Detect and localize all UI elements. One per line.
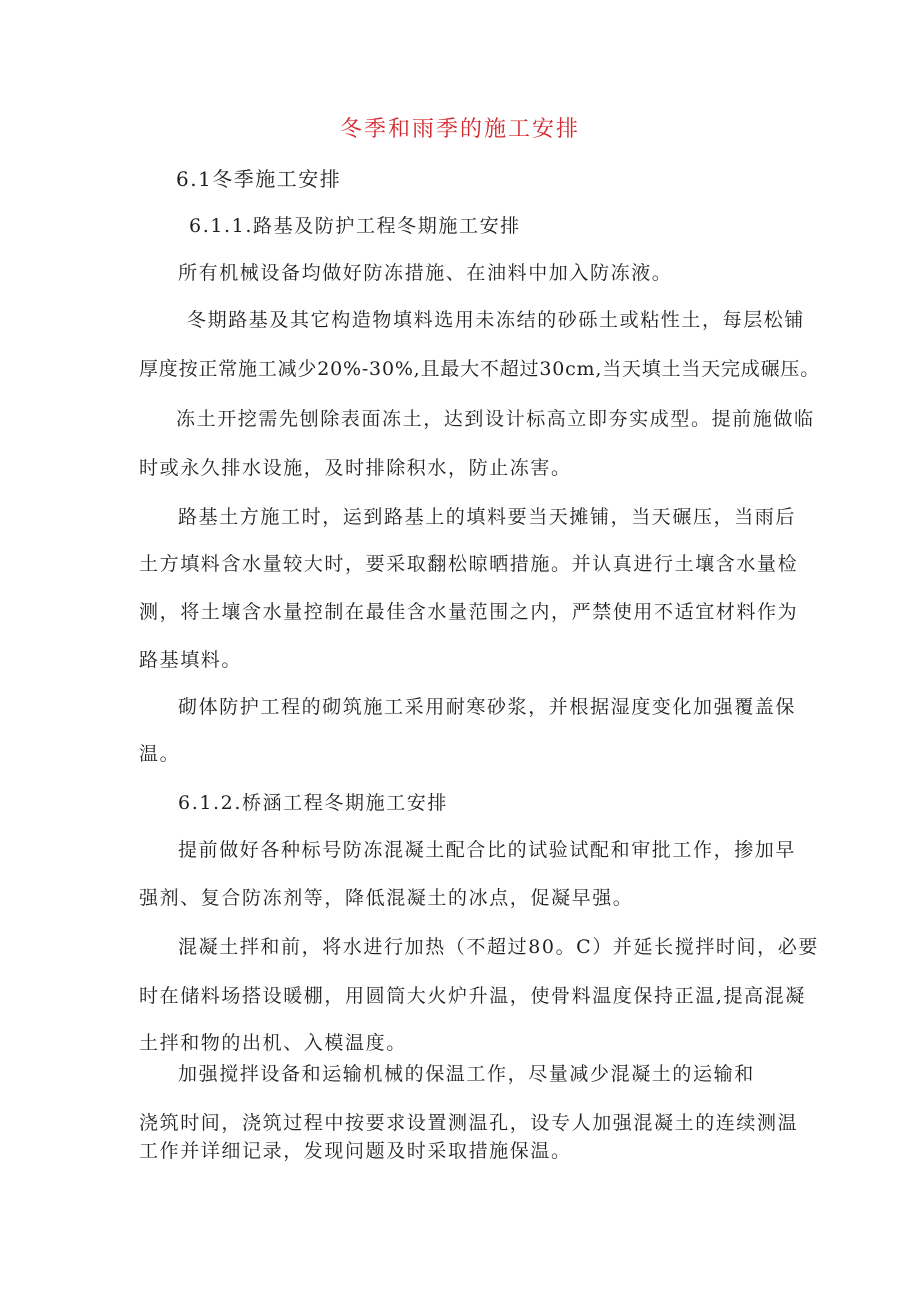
document-title: 冬季和雨季的施工安排 [339, 117, 580, 142]
paragraph-line: 工作并详细记录，发现问题及时采取措施保温。 [139, 1140, 572, 1162]
paragraph-line: 砌体防护工程的砌筑施工采用耐寒砂浆，并根据湿度变化加强覆盖保 [178, 696, 797, 718]
paragraph-line: 浇筑时间，浇筑过程中按要求设置测温孔，设专人加强混凝土的连续测温 [139, 1112, 799, 1134]
section-heading-6-1-2: 6.1.2.桥涵工程冬期施工安排 [178, 792, 448, 814]
paragraph-line: 混凝土拌和前，将水进行加热（不超过80。C）并延长搅拌时间，必要 [178, 936, 819, 958]
paragraph-line: 提前做好各种标号防冻混凝土配合比的试验试配和审批工作，掺加早 [178, 839, 797, 861]
paragraph-line: 路基填料。 [139, 649, 243, 671]
paragraph-line: 强剂、复合防冻剂等，降低混凝土的冰点，促凝早强。 [139, 887, 634, 909]
paragraph-line: 土方填料含水量较大时，要采取翻松晾晒措施。并认真进行土壤含水量检 [139, 553, 799, 575]
paragraph-line: 冬期路基及其它构造物填料选用未冻结的砂砾土或粘性土，每层松铺 [187, 309, 806, 331]
paragraph-line: 时或永久排水设施，及时排除积水，防止冻害。 [139, 457, 572, 479]
paragraph-line: 冻土开挖需先刨除表面冻土，达到设计标高立即夯实成型。提前施做临 [176, 408, 815, 430]
paragraph-line: 路基土方施工时，运到路基上的填料要当天摊铺，当天碾压，当雨后 [178, 506, 797, 528]
paragraph-line: 所有机械设备均做好防冻措施、在油料中加入防冻液。 [178, 262, 673, 284]
section-heading-6-1-1: 6.1.1.路基及防护工程冬期施工安排 [189, 215, 521, 237]
paragraph-line: 时在储料场搭设暖棚，用圆筒大火炉升温，使骨料温度保持正温,提高混凝 [139, 985, 806, 1007]
paragraph-line: 厚度按正常施工减少20%-30%,且最大不超过30cm,当天填土当天完成碾压。 [139, 358, 820, 380]
paragraph-line: 测，将土壤含水量控制在最佳含水量范围之内，严禁使用不适宜材料作为 [139, 601, 799, 623]
paragraph-line: 加强搅拌设备和运输机械的保温工作，尽量减少混凝土的运输和 [178, 1063, 755, 1085]
paragraph-line: 温。 [139, 743, 181, 765]
paragraph-line: 土拌和物的出机、入模温度。 [139, 1032, 407, 1054]
section-heading-6-1: 6.1冬季施工安排 [176, 167, 342, 191]
